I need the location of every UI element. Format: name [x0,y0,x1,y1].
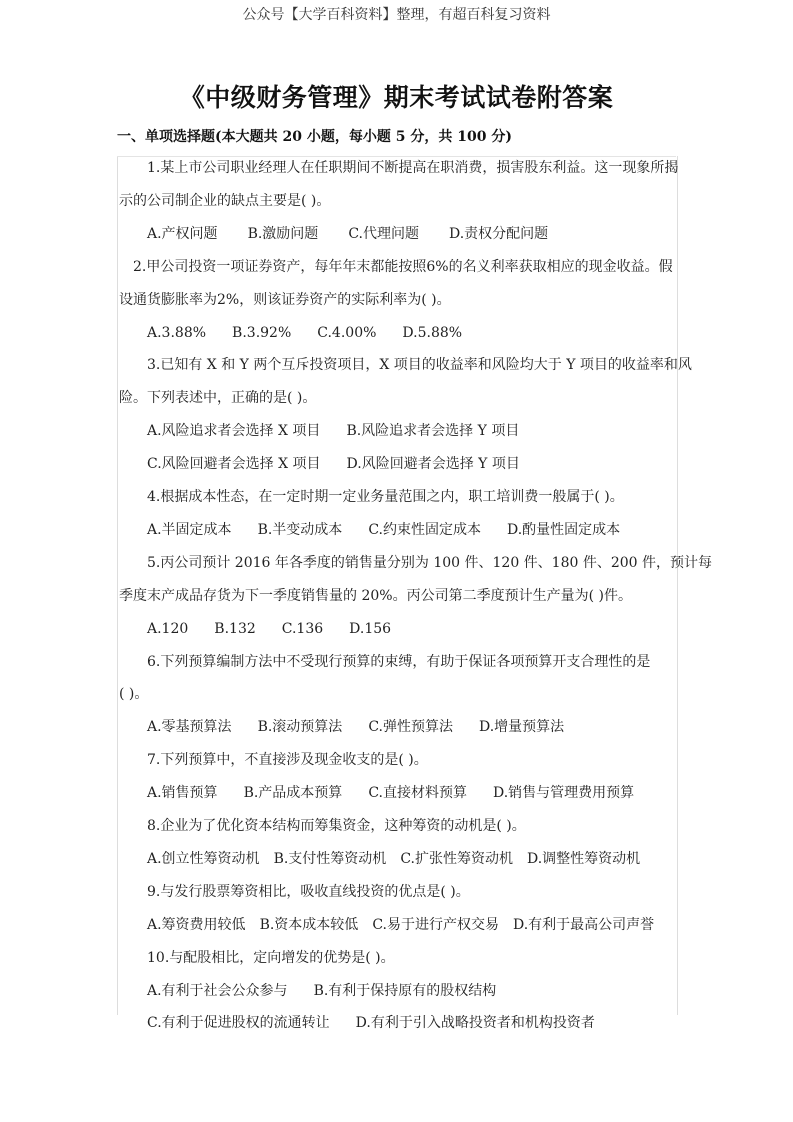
question-1-option: B.激励问题 [247,225,319,242]
question-5-option: B.132 [214,620,256,637]
frame-top-divider [117,156,676,157]
question-5-option: C.136 [281,620,324,637]
question-10-options-row [147,981,707,1001]
question-7-option: D.销售与管理费用预算 [492,785,635,802]
question-10-options-row [147,1013,707,1033]
question-9-stem-line: 9.与发行股票筹资相比，吸收直线投资的优点是( )。 [147,883,470,900]
question-4-stem-line: 4.根据成本性态，在一定时期一定业务量范围之内，职工培训费一般属于( )。 [147,489,624,505]
question-3-options-row [147,454,707,474]
question-9-option: D.有利于最高公司声誉 [512,916,655,933]
question-6-stem-line: ( )。 [119,686,149,703]
question-6-option: A.零基预算法 [147,719,232,736]
question-5-stem-line: 季度末产成品存货为下一季度销售量的 20%。丙公司第二季度预计生产量为( )件。 [119,587,632,604]
question-7-stem-line: 7.下列预算中，不直接涉及现金收支的是( )。 [147,752,428,769]
question-6-option: B.滚动预算法 [257,719,343,736]
question-9-option: C.易于进行产权交易 [372,916,499,933]
question-1-options-row [147,224,707,244]
question-8-option: D.调整性筹资动机 [526,850,641,867]
question-9-options-row [147,915,707,935]
question-3-stem-line: 险。下列表述中，正确的是( )。 [119,390,317,407]
question-8-option: A.创立性筹资动机 [147,850,260,867]
question-1-option: A.产权问题 [147,225,218,242]
question-3-option: B.风险追求者会选择 Y 项目 [346,423,520,440]
question-5-option: D.156 [349,620,392,637]
question-9-option: A.筹资费用较低 [147,916,246,933]
question-3-options-row [147,421,707,441]
question-9-option: B.资本成本较低 [259,916,359,933]
question-10-stem-line: 10.与配股相比，定向增发的优势是( )。 [147,949,395,966]
question-8-stem-line: 8.企业为了优化资本结构而筹集资金，这种筹资的动机是( )。 [147,818,526,834]
question-1-option: D.责权分配问题 [448,225,549,242]
question-1-option: C.代理问题 [348,225,419,242]
question-8-option: B.支付性筹资动机 [273,850,387,867]
question-8-options-row [147,849,707,869]
question-4-option: C.约束性固定成本 [368,521,481,538]
question-6-options-row [147,717,707,737]
document-title: 《中级财务管理》期末考试试卷附答案 [179,83,614,112]
question-7-option: A.销售预算 [147,785,218,802]
question-2-stem-line: 设通货膨胀率为2%，则该证券资产的实际利率为( )。 [119,291,451,308]
question-5-stem-line: 5.丙公司预计 2016 年各季度的销售量分别为 100 件、120 件、180 件、200 件，预计每 [147,554,713,571]
question-2-stem-line: 2.甲公司投资一项证券资产，每年年末都能按照6%的名义利率获取相应的现金收益。假 [133,258,673,275]
section-heading: 一、单项选择题(本大题共 20 小题，每小题 5 分，共 100 分) [117,129,512,145]
question-7-options-row [147,783,707,803]
question-10-option: D.有利于引入战略投资者和机构投资者 [355,1015,595,1032]
question-3-option: C.风险回避者会选择 X 项目 [147,456,321,473]
question-6-stem-line: 6.下列预算编制方法中不受现行预算的束缚，有助于保证各项预算开支合理性的是 [147,653,651,670]
question-3-option: D.风险回避者会选择 Y 项目 [346,456,520,473]
question-1-stem-line: 示的公司制企业的缺点主要是( )。 [119,192,331,209]
question-7-option: B.产品成本预算 [243,785,343,802]
question-3-stem-line: 3.已知有 X 和 Y 两个互斥投资项目，X 项目的收益率和风险均大于 Y 项目的收益率和风 [147,357,692,374]
question-2-option: A.3.88% [147,324,207,341]
question-7-option: C.直接材料预算 [368,785,467,802]
question-4-option: A.半固定成本 [147,521,232,538]
question-4-options-row [147,520,707,540]
question-2-option: D.5.88% [402,324,463,341]
page-header-note: 公众号【大学百科资料】整理，有超百科复习资料 [242,7,551,23]
question-4-option: D.酌量性固定成本 [506,521,621,538]
question-10-option: A.有利于社会公众参与 [147,982,288,999]
question-2-options-row [147,323,707,343]
question-2-option: C.4.00% [317,324,377,341]
question-6-option: D.增量预算法 [478,719,565,736]
question-10-option: C.有利于促进股权的流通转让 [147,1015,330,1032]
question-6-option: C.弹性预算法 [368,719,453,736]
question-2-option: B.3.92% [232,324,292,341]
question-4-option: B.半变动成本 [257,521,343,538]
question-3-option: A.风险追求者会选择 X 项目 [147,423,321,440]
question-5-options-row [147,619,707,639]
question-1-stem-line: 1.某上市公司职业经理人在任职期间不断提高在职消费，损害股东利益。这一现象所揭 [147,160,679,176]
question-10-option: B.有利于保持原有的股权结构 [313,982,497,999]
question-5-option: A.120 [147,620,189,637]
question-8-option: C.扩张性筹资动机 [400,850,513,867]
